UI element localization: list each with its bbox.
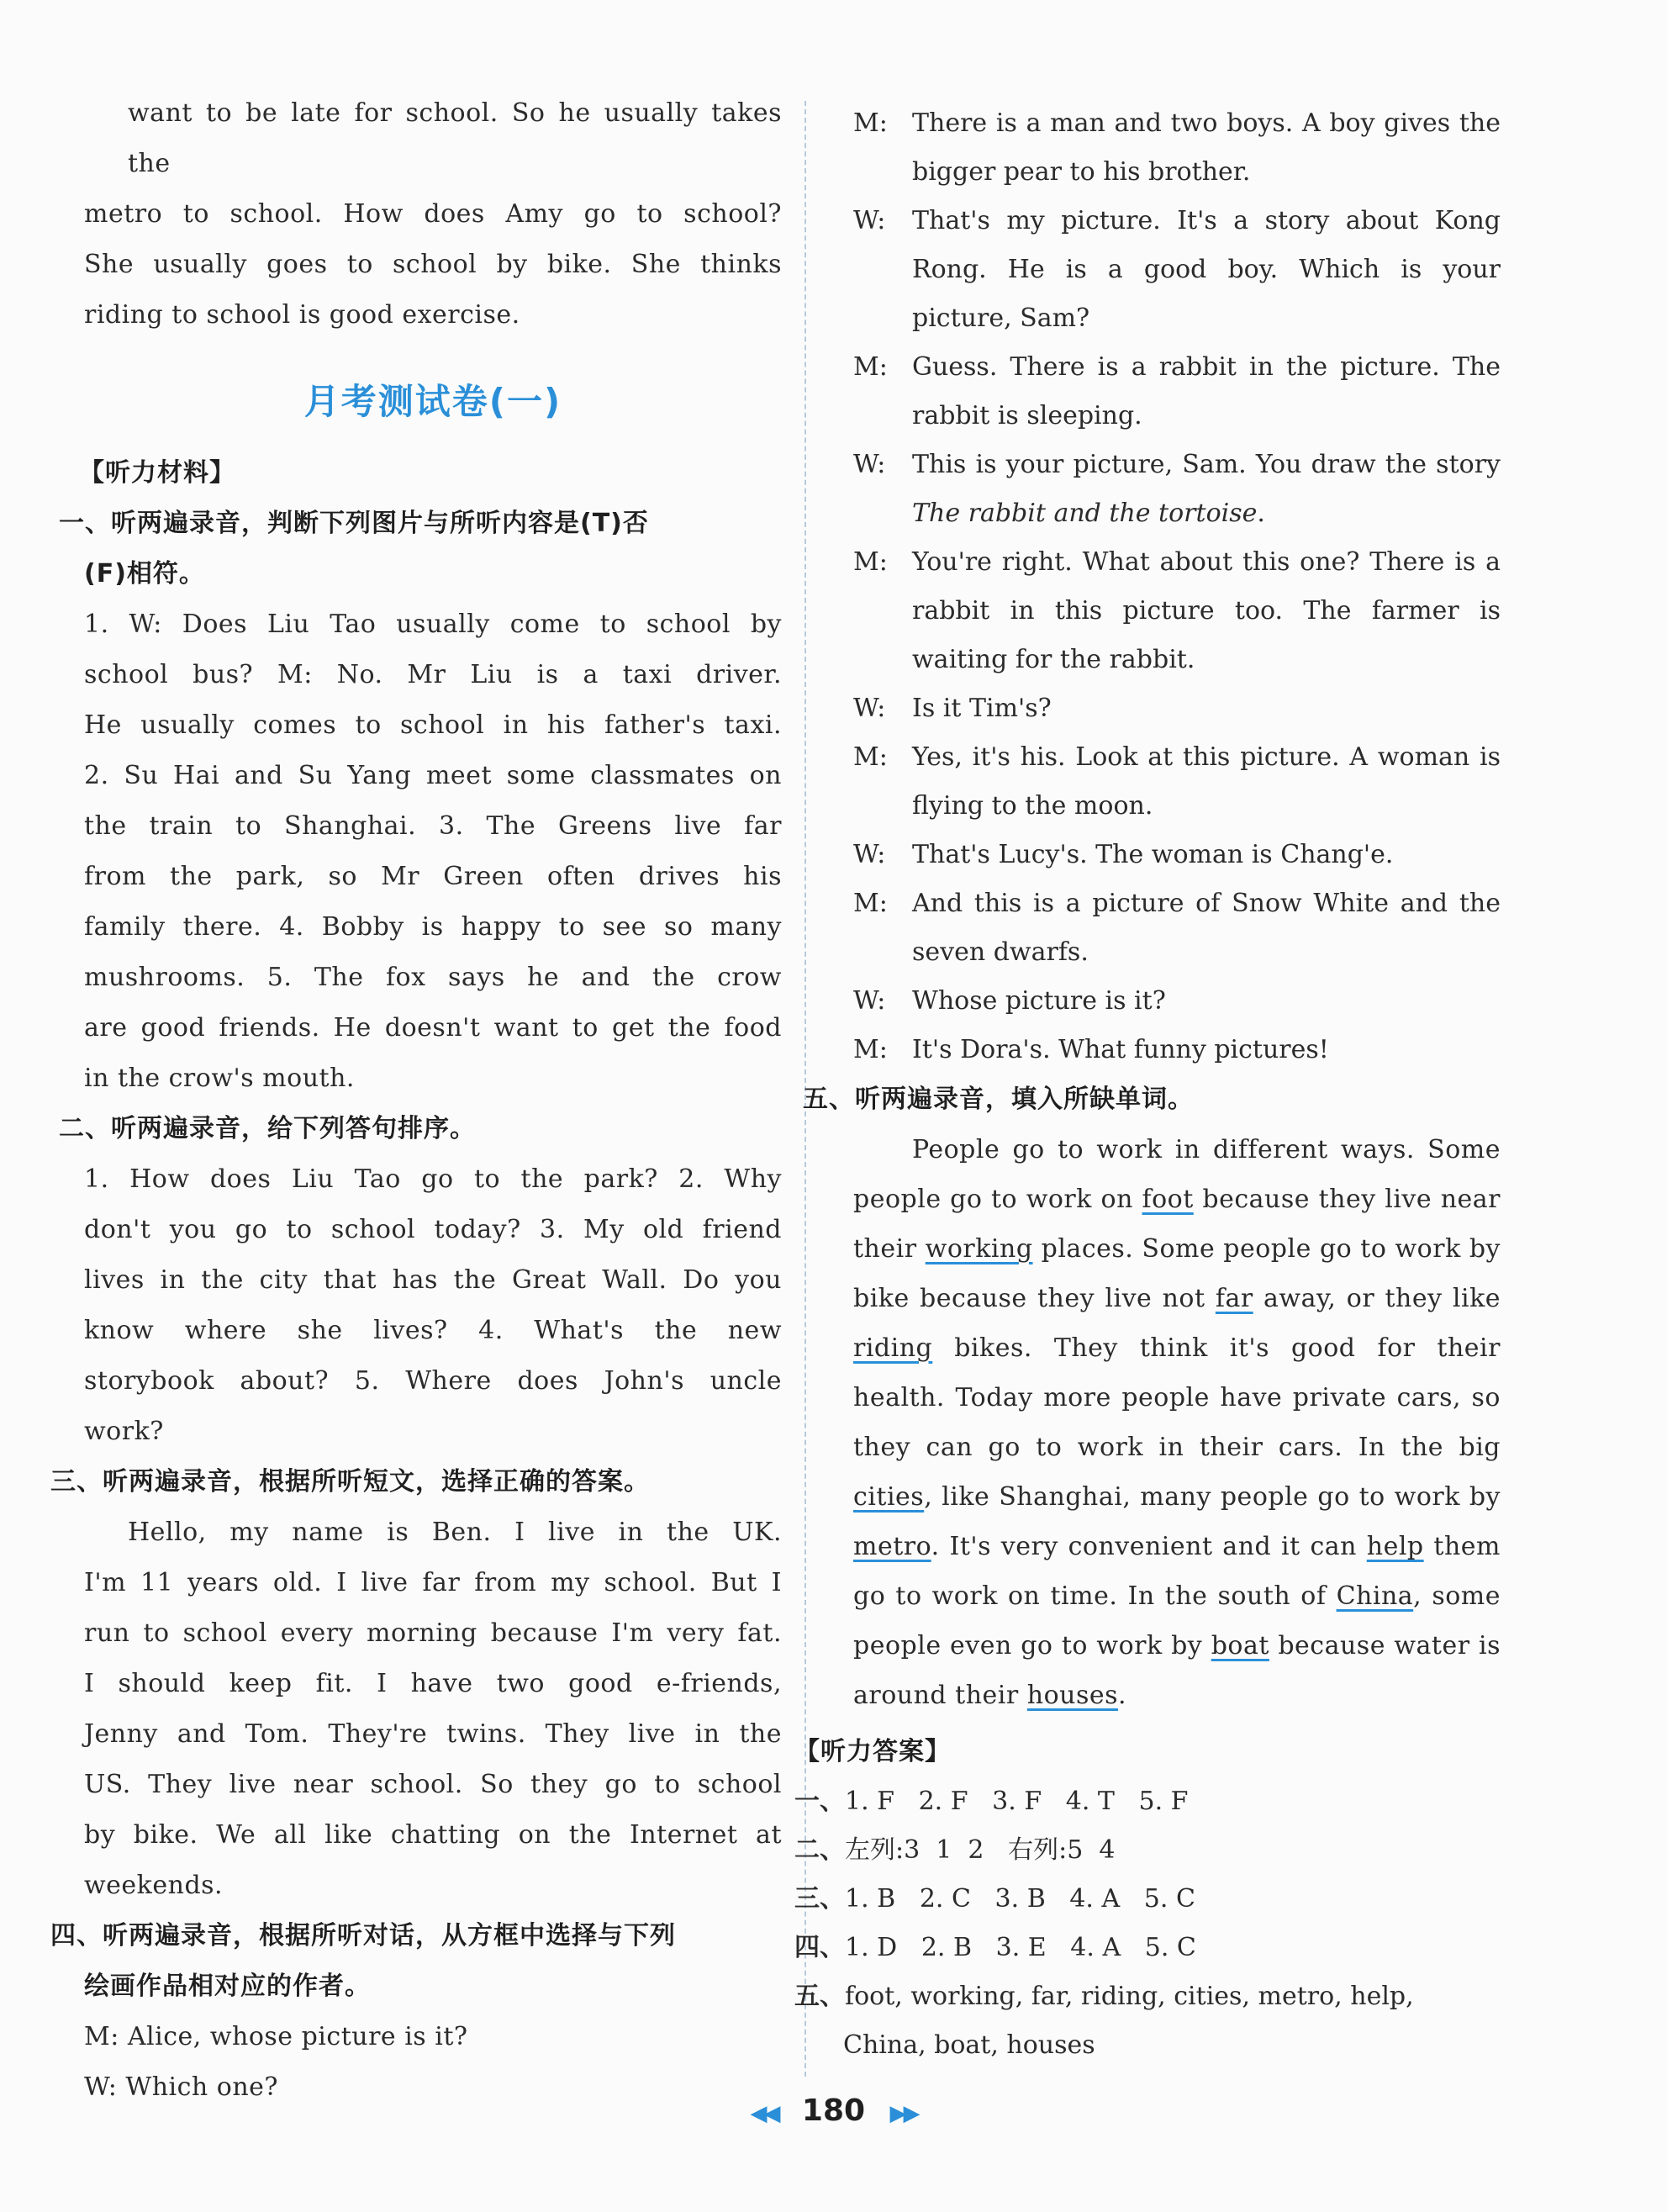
- dialogue-line: [853, 831, 1501, 879]
- section-1-heading-cont: (F)相符。: [84, 559, 205, 589]
- dialogue-line: [853, 441, 1501, 538]
- section-3-line: Jenny and Tom. They're twins. They live in the: [84, 1719, 782, 1749]
- passage-text: People go to work in different ways. Some people go to work on: [853, 1135, 1501, 1214]
- section-3-line: weekends.: [84, 1871, 224, 1900]
- blank-word: help: [1366, 1532, 1424, 1561]
- speaker-label: M:: [853, 108, 888, 138]
- blank-word: working: [925, 1234, 1033, 1264]
- section-5-heading: 五、听两遍录音，填入所缺单词。: [803, 1085, 1194, 1114]
- blank-word: China: [1336, 1581, 1414, 1611]
- answer-row: [794, 1924, 1501, 1972]
- page-title: 月考测试卷(一): [303, 381, 562, 422]
- dialogue-text: Is it Tim's?: [912, 694, 1052, 723]
- listening-answers-label: 【听力答案】: [794, 1737, 951, 1766]
- section-1-line: in the crow's mouth.: [84, 1064, 355, 1093]
- dialogue-text: There is a man and two boys. A boy gives the bigger pear to his brother.: [912, 108, 1501, 187]
- section-1-line: mushrooms. 5. The fox says he and the crow: [84, 963, 782, 992]
- dialogue-text: This is your picture, Sam. You draw the story: [912, 450, 1501, 479]
- answer-text: 1. F 2. F 3. F 4. T 5. F: [845, 1787, 1189, 1816]
- intro-line: want to be late for school. So he usually takes the: [128, 98, 782, 178]
- answer-row: [794, 1972, 1501, 2021]
- intro-line: She usually goes to school by bike. She thinks: [84, 250, 782, 279]
- answer-label: 四、: [794, 1933, 845, 1962]
- next-arrows-icon: ▶▶: [889, 2101, 917, 2126]
- section-2-line: work?: [84, 1417, 164, 1446]
- blank-word: far: [1215, 1284, 1253, 1313]
- speaker-label: M:: [853, 352, 888, 382]
- answer-row: [794, 1875, 1501, 1924]
- section-3-line: I should keep fit. I have two good e-friends,: [84, 1669, 782, 1698]
- passage-text: away, or they like: [1253, 1284, 1501, 1313]
- section-3-line: I'm 11 years old. I live far from my school. But I: [84, 1568, 782, 1597]
- section-1-line: from the park, so Mr Green often drives his: [84, 862, 782, 891]
- section-4-line: W: Which one?: [84, 2072, 279, 2102]
- passage-text: , like Shanghai, many people go to work by: [924, 1482, 1501, 1512]
- dialogue-text: Guess. There is a rabbit in the picture. The rabbit is sleeping.: [912, 352, 1501, 430]
- intro-line: metro to school. How does Amy go to school?: [84, 199, 782, 229]
- section-3-line: US. They live near school. So they go to school: [84, 1770, 782, 1799]
- speaker-label: W:: [853, 840, 886, 869]
- passage-text: , some people even go to work by: [853, 1581, 1501, 1660]
- section-1-line: 2. Su Hai and Su Yang meet some classmates on: [84, 761, 782, 790]
- answer-row: [794, 1777, 1501, 1826]
- section-3-line: run to school every morning because I'm very fat.: [84, 1618, 782, 1648]
- section-4-heading: 四、听两遍录音，根据所听对话，从方框中选择与下列: [50, 1921, 676, 1951]
- dialogue-line: [853, 977, 1501, 1026]
- passage-text: them go to work on time. In the south of: [853, 1532, 1501, 1611]
- blank-word: boat: [1211, 1631, 1269, 1660]
- speaker-label: M:: [853, 547, 888, 577]
- speaker-label: M:: [853, 1035, 888, 1064]
- passage-text: because water is around their: [853, 1631, 1501, 1710]
- speaker-label: M:: [853, 742, 888, 772]
- intro-line: riding to school is good exercise.: [84, 300, 520, 330]
- dialogue-line: [853, 197, 1501, 343]
- right-column: [794, 99, 1501, 2070]
- answer-text: foot, working, far, riding, cities, metro, help,: [845, 1982, 1414, 2011]
- speaker-label: W:: [853, 986, 886, 1016]
- section-5-passage: [853, 1125, 1501, 1720]
- dialogue-line: [853, 343, 1501, 441]
- dialogue-text: That's Lucy's. The woman is Chang'e.: [912, 840, 1394, 869]
- left-column: [50, 88, 782, 2113]
- passage-text: places. Some people go to work by bike because they live not: [853, 1234, 1501, 1313]
- section-2-line: storybook about? 5. Where does John's uncle: [84, 1366, 782, 1396]
- answer-row-cont: China, boat, houses: [843, 2030, 1095, 2060]
- dialogue-line: [853, 684, 1501, 733]
- dialogue-line: [853, 879, 1501, 977]
- answer-row: [794, 1826, 1501, 1875]
- dialogue-text: Yes, it's his. Look at this picture. A woman is flying to the moon.: [912, 742, 1501, 821]
- section-1-line: 1. W: Does Liu Tao usually come to school by: [84, 610, 782, 639]
- passage-text: because they live near their: [853, 1185, 1501, 1264]
- blank-word: cities: [853, 1482, 925, 1512]
- answer-label: 一、: [794, 1787, 845, 1816]
- blank-word: metro: [853, 1532, 931, 1561]
- passage-text: .: [1118, 1681, 1127, 1710]
- section-1-line: He usually comes to school in his father's taxi.: [84, 710, 782, 740]
- section-2-line: know where she lives? 4. What's the new: [84, 1316, 782, 1345]
- section-2-line: don't you go to school today? 3. My old friend: [84, 1215, 782, 1244]
- passage-text: bikes. They think it's good for their health. Today more people have private cars, so they can go to work in their cars. In the big: [853, 1333, 1501, 1462]
- section-2-heading: 二、听两遍录音，给下列答句排序。: [59, 1114, 476, 1143]
- section-3-line: Hello, my name is Ben. I live in the UK.: [128, 1518, 782, 1547]
- dialogue-text: Whose picture is it?: [912, 986, 1166, 1016]
- blank-word: houses: [1026, 1681, 1119, 1710]
- dialogue-text-end: .: [1257, 499, 1265, 528]
- answer-label: 三、: [794, 1884, 845, 1914]
- speaker-label: W:: [853, 694, 886, 723]
- dialogue-line: [853, 1026, 1501, 1074]
- page-number: 180: [801, 2093, 866, 2128]
- section-2-line: lives in the city that has the Great Wall. Do you: [84, 1265, 782, 1295]
- answer-label: 五、: [794, 1982, 845, 2011]
- answer-text: 1. D 2. B 3. E 4. A 5. C: [845, 1933, 1196, 1962]
- section-1-line: school bus? M: No. Mr Liu is a taxi driver.: [84, 660, 782, 689]
- dialogue-line: [853, 99, 1501, 197]
- section-4-heading-cont: 绘画作品相对应的作者。: [84, 1972, 371, 2001]
- answer-text: 左列:3 1 2 右列:5 4: [845, 1835, 1116, 1865]
- section-1-heading: 一、听两遍录音，判断下列图片与所听内容是(T)否: [59, 509, 649, 538]
- section-2-line: 1. How does Liu Tao go to the park? 2. Why: [84, 1164, 782, 1194]
- passage-text: . It's very convenient and it can: [931, 1532, 1367, 1561]
- section-1-line: the train to Shanghai. 3. The Greens live far: [84, 811, 782, 841]
- answer-text: 1. B 2. C 3. B 4. A 5. C: [845, 1884, 1195, 1914]
- section-3-heading: 三、听两遍录音，根据所听短文，选择正确的答案。: [50, 1467, 650, 1497]
- blank-word: riding: [853, 1333, 933, 1363]
- section-1-line: are good friends. He doesn't want to get the food: [84, 1013, 782, 1043]
- listening-material-label: 【听力材料】: [79, 458, 235, 488]
- section-1-line: family there. 4. Bobby is happy to see so many: [84, 912, 782, 942]
- blank-word: foot: [1142, 1185, 1194, 1214]
- dialogue-line: [853, 733, 1501, 831]
- section-4-line: M: Alice, whose picture is it?: [84, 2022, 468, 2051]
- story-title: The rabbit and the tortoise: [912, 499, 1258, 528]
- page-footer: [0, 2093, 1667, 2128]
- speaker-label: W:: [853, 206, 886, 235]
- answer-label: 二、: [794, 1835, 845, 1865]
- prev-arrows-icon: ◀◀: [750, 2101, 778, 2126]
- section-3-line: by bike. We all like chatting on the Internet at: [84, 1820, 782, 1850]
- speaker-label: W:: [853, 450, 886, 479]
- dialogue-text: That's my picture. It's a story about Kong Rong. He is a good boy. Which is your picture, Sam?: [912, 206, 1501, 333]
- dialogue-text: And this is a picture of Snow White and the seven dwarfs.: [912, 889, 1501, 967]
- speaker-label: M:: [853, 889, 888, 918]
- dialogue-line: [853, 538, 1501, 684]
- dialogue-text: You're right. What about this one? There is a rabbit in this picture too. The farmer is waiting for the rabbit.: [912, 547, 1501, 674]
- dialogue-text: It's Dora's. What funny pictures!: [912, 1035, 1329, 1064]
